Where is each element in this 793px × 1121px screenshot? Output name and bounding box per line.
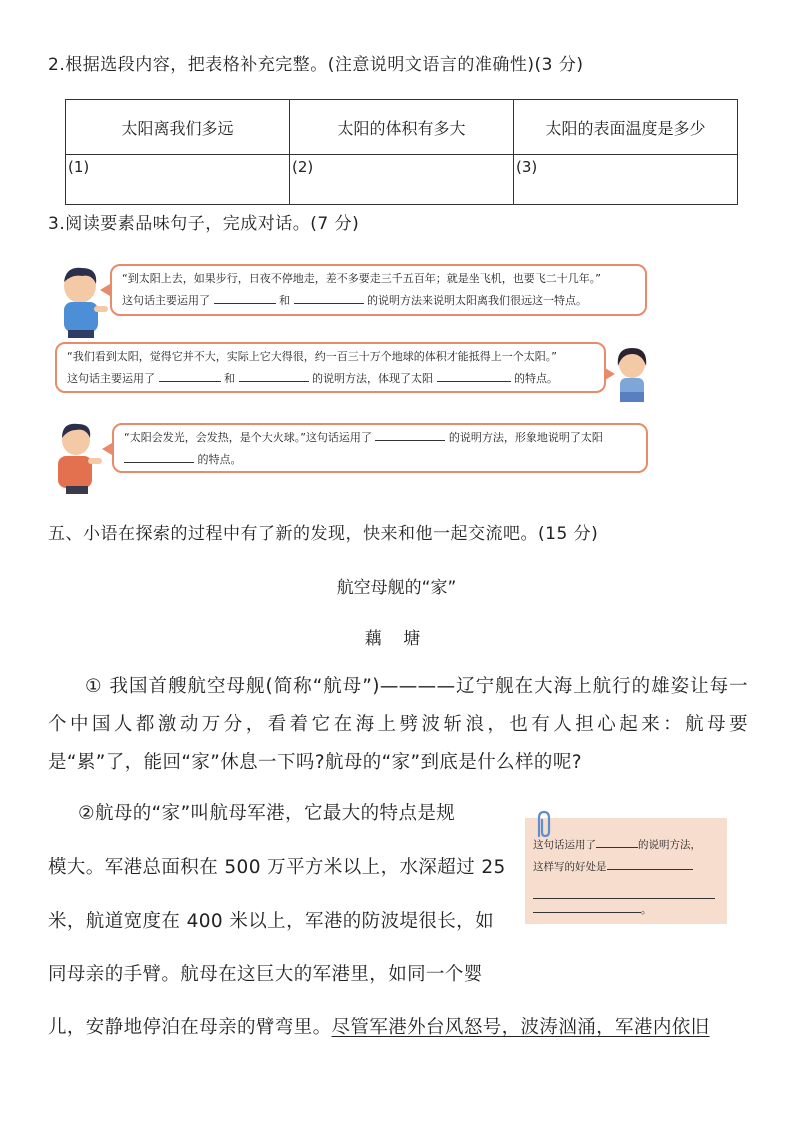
speech-bubble-3: [112, 423, 648, 473]
answer-cell-3[interactable]: (3): [514, 155, 738, 205]
article-author: 藕 塘: [364, 629, 429, 649]
answer-blank[interactable]: [533, 878, 715, 899]
annotation-note: 这句话运用了 的说明方法， 这样写的好处是 。: [525, 818, 727, 924]
note-prefix: 这句话运用了: [533, 839, 596, 851]
bubble-1-quote: “到太阳上去，如果步行，日夜不停地走，差不多要走三千五百年；就是坐飞机，也要飞二十几年。”: [122, 272, 601, 285]
speech-bubble-2: [55, 342, 606, 393]
table-header: 太阳的体积有多大: [290, 100, 514, 155]
table-header: 太阳的表面温度是多少: [514, 100, 738, 155]
bubble-2-prefix: 这句话主要运用了: [67, 372, 155, 385]
paragraph-2-line: ②航母的“家”叫航母军港，它最大的特点是规: [78, 803, 456, 824]
answer-blank[interactable]: [596, 836, 638, 848]
paragraph-2-line: 同母亲的手臂。航母在这巨大的军港里，如同一个婴: [48, 964, 483, 985]
paragraph-2-line: 模大。军港总面积在 500 万平方米以上，水深超过 25: [48, 857, 506, 878]
answer-blank[interactable]: [375, 427, 445, 441]
bubble-1-and: 和: [279, 294, 290, 307]
underlined-sentence: 尽管军港外台风怒号，波涛汹涌，军港内依旧: [331, 1017, 710, 1038]
bubble-2-quote: “我们看到太阳，觉得它并不大，实际上它大得很，约一百三十万个地球的体积才能抵得上一个太阳。”: [67, 350, 557, 363]
answer-blank[interactable]: [533, 901, 641, 913]
answer-cell-1[interactable]: (1): [66, 155, 290, 205]
bubble-3-middle: 的说明方法，形象地说明了太阳: [448, 431, 603, 444]
table-header: 太阳离我们多远: [66, 100, 290, 155]
article-title: 航空母舰的“家”: [336, 578, 457, 598]
note-line-2: 这样写的好处是: [533, 861, 607, 873]
paragraph-2-last-line: [48, 1013, 710, 1039]
paperclip-icon: [531, 810, 557, 840]
question-2: 2.根据选段内容，把表格补充完整。(注意说明文语言的准确性)(3 分): [48, 55, 584, 75]
fill-in-table: [65, 99, 738, 205]
plain-text: 儿，安静地停泊在母亲的臂弯里。: [48, 1017, 332, 1038]
answer-blank[interactable]: [607, 858, 693, 870]
bubble-1-suffix: 的说明方法来说明太阳离我们很远这一特点。: [367, 294, 587, 307]
paragraph-2-line: 米，航道宽度在 400 米以上，军港的防波堤很长，如: [48, 911, 494, 932]
answer-blank[interactable]: [294, 290, 364, 304]
boy-illustration-icon: [52, 262, 112, 338]
section-5-heading: 五、小语在探索的过程中有了新的发现，快来和他一起交流吧。(15 分): [48, 524, 599, 544]
paragraph-1: ① 我国首艘航空母舰(简称“航母”)————辽宁舰在大海上航行的雄姿让每一个中国人都激动万分，看着它在海上劈波斩浪，也有人担心起来：航母要是“累”了，能回“家”休息一下吗?航母的“家”到底是什么样的呢?: [48, 676, 748, 773]
bubble-3-quote: “太阳会发光，会发热，是个大火球。”这句话运用了: [124, 431, 372, 444]
answer-blank[interactable]: [437, 368, 511, 382]
bubble-2-middle: 的说明方法，体现了太阳: [312, 372, 433, 385]
answer-cell-2[interactable]: (2): [290, 155, 514, 205]
boy-backpack-illustration-icon: [52, 418, 108, 494]
bubble-1-prefix: 这句话主要运用了: [122, 294, 210, 307]
answer-blank[interactable]: [159, 368, 221, 382]
bubble-2-and: 和: [224, 372, 235, 385]
speech-bubble-1: [110, 264, 647, 316]
bubble-2-suffix: 的特点。: [514, 372, 558, 385]
answer-blank[interactable]: [124, 449, 194, 463]
answer-blank[interactable]: [214, 290, 276, 304]
question-3: 3.阅读要素品味句子，完成对话。(7 分): [48, 214, 360, 234]
bubble-3-suffix: 的特点。: [197, 453, 242, 466]
answer-blank[interactable]: [239, 368, 309, 382]
girl-illustration-icon: [612, 342, 652, 410]
note-suffix: 的说明方法，: [638, 839, 701, 851]
